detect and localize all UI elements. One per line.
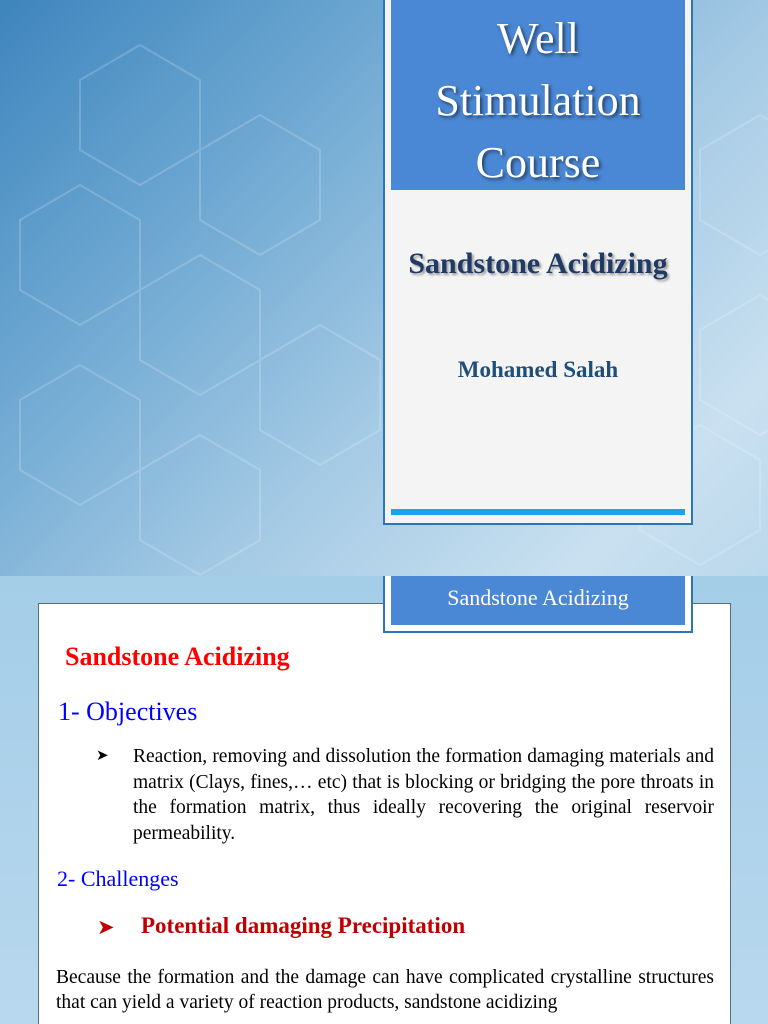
objectives-heading: 1- Objectives — [58, 697, 198, 726]
slide-header-tab — [383, 576, 693, 633]
challenge-item: Potential damaging Precipitation — [141, 913, 466, 938]
section-heading: Sandstone Acidizing — [65, 642, 290, 671]
slide-subtitle: Sandstone Acidizing — [408, 247, 668, 280]
title-block — [391, 0, 685, 190]
arrow-bullet-icon: ➤ — [97, 915, 115, 939]
challenge-paragraph: Because the formation and the damage can have complicated crystalline structures that can yield a variety of reaction products, sandstone acidizing — [56, 967, 714, 1013]
objectives-paragraph: Reaction, removing and dissolution the formation damaging materials and matrix (Clays, fines,… etc) that is blocking or bridging the pore throats in the formation matrix, thus ideally recovering the original reservoir permeability. — [133, 746, 714, 844]
title-line-1: Well — [497, 14, 579, 63]
title-panel — [383, 0, 693, 525]
challenges-heading: 2- Challenges — [57, 866, 179, 891]
header-tab-label: Sandstone Acidizing — [391, 576, 685, 625]
title-line-2: Stimulation — [435, 76, 641, 125]
title-line-3: Course — [475, 138, 601, 187]
accent-bar — [391, 509, 685, 515]
content-slide — [0, 576, 768, 1024]
arrow-bullet-icon: ➤ — [96, 746, 109, 764]
author-name: Mohamed Salah — [457, 357, 619, 382]
